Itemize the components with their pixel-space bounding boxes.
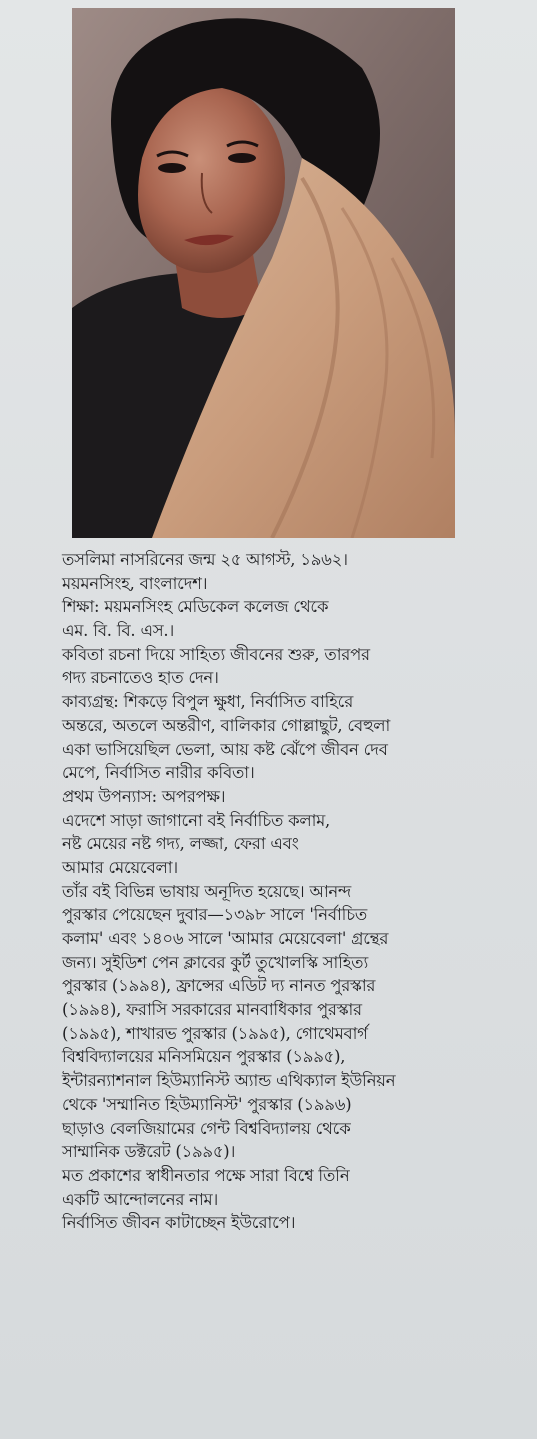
bio-line: আমার মেয়েবেলা। [62, 857, 178, 877]
bio-line: তসলিমা নাসরিনের জন্ম ২৫ আগস্ট, ১৯৬২। [62, 550, 348, 569]
bio-line: এম. বি. বি. এস.। [62, 621, 175, 641]
bio-line: ইন্টারন্যাশনাল হিউম্যানিস্ট অ্যান্ড এথিক্যাল ইউনিয়ন [62, 1071, 396, 1091]
bio-line: তাঁর বই বিভিন্ন ভাষায় অনূদিত হয়েছে। আনন্দ [62, 881, 351, 901]
bio-line: নষ্ট মেয়ের নষ্ট গদ্য, লজ্জা, ফেরা এবং [62, 834, 299, 854]
bio-line: কলাম' এবং ১৪০৬ সালে 'আমার মেয়েবেলা' গ্রন্থের [62, 929, 389, 948]
bio-line: গদ্য রচনাতেও হাত দেন। [62, 668, 219, 688]
bio-line: থেকে 'সম্মানিত হিউম্যানিস্ট' পুরস্কার (১৯৯৬) [62, 1094, 352, 1114]
bio-line: বিশ্ববিদ্যালয়ের মনিসমিয়েন পুরস্কার (১৯৯৫), [62, 1047, 346, 1067]
bio-line: নির্বাসিত জীবন কাটাচ্ছেন ইউরোপে। [62, 1213, 296, 1233]
author-portrait-image [72, 8, 455, 538]
bio-line: এদেশে সাড়া জাগানো বই নির্বাচিত কলাম, [62, 810, 331, 830]
bio-line: পুরস্কার পেয়েছেন দুবার—১৩৯৮ সালে 'নির্বাচিত [62, 905, 368, 925]
bio-line: প্রথম উপন্যাস: অপরপক্ষ। [62, 786, 226, 806]
bio-line: একা ভাসিয়েছিল ভেলা, আয় কষ্ট ঝেঁপে জীবন দেব [62, 739, 388, 759]
author-bio [62, 548, 532, 1235]
bio-line: ময়মনসিংহ, বাংলাদেশ। [62, 573, 208, 593]
bio-line: কবিতা রচনা দিয়ে সাহিত্য জীবনের শুরু, তারপর [62, 644, 370, 664]
bio-line: মত প্রকাশের স্বাধীনতার পক্ষে সারা বিশ্বে তিনি [62, 1165, 350, 1185]
bio-line: জন্য। সুইডিশ পেন ক্লাবের কুর্ট তুখোলস্কি সাহিত্য [62, 952, 369, 972]
bio-line: (১৯৯৪), ফরাসি সরকারের মানবাধিকার পুরস্কার [62, 1000, 362, 1020]
bio-line: অন্তরে, অতলে অন্তরীণ, বালিকার গোল্লাছুট, বেহুলা [62, 715, 391, 735]
bio-line: একটি আন্দোলনের নাম। [62, 1189, 219, 1209]
bio-line: কাব্যগ্রন্থ: শিকড়ে বিপুল ক্ষুধা, নির্বাসিত বাহিরে [62, 692, 354, 712]
bio-line: ছাড়াও বেলজিয়ামের গেন্ট বিশ্ববিদ্যালয় থেকে [62, 1118, 351, 1138]
author-photo [72, 8, 455, 538]
bio-line: মেপে, নির্বাসিত নারীর কবিতা। [62, 763, 255, 783]
bio-line: শিক্ষা: ময়মনসিংহ মেডিকেল কলেজ থেকে [62, 597, 329, 617]
bio-line: পুরস্কার (১৯৯৪), ফ্রান্সের এডিট দ্য নানত পুরস্কার [62, 976, 376, 996]
bio-line: সাম্মানিক ডক্টরেট (১৯৯৫)। [62, 1142, 236, 1162]
bio-line: (১৯৯৫), শাখারভ পুরস্কার (১৯৯৫), গোথেমবার্গ [62, 1023, 368, 1043]
